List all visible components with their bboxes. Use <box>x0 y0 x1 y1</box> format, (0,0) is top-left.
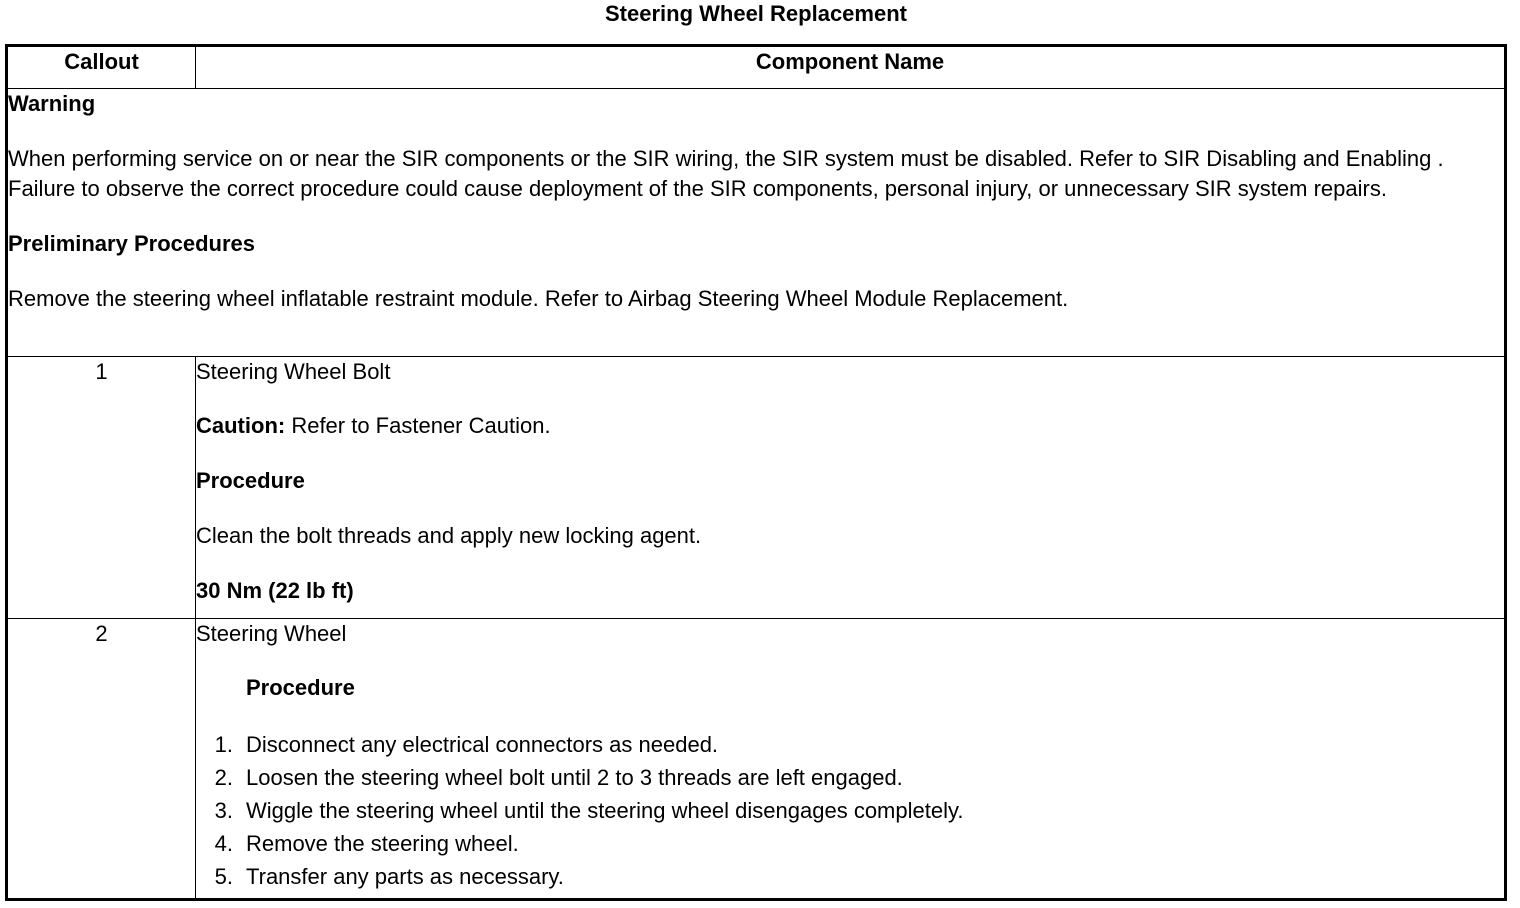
list-item <box>196 827 1504 860</box>
intro-row <box>7 89 1506 357</box>
warning-heading: Warning <box>8 91 96 116</box>
list-item <box>196 794 1504 827</box>
step-text: Loosen the steering wheel bolt until 2 to 3 threads are left engaged. <box>246 765 903 790</box>
preliminary-heading: Preliminary Procedures <box>8 231 256 256</box>
torque-spec: 30 Nm (22 lb ft) <box>196 578 354 603</box>
component-column-header: Component Name <box>196 46 1506 89</box>
step-number: 3. <box>214 798 233 823</box>
step-number: 4. <box>214 831 233 856</box>
step-text: Transfer any parts as necessary. <box>246 864 564 889</box>
step-text: Remove the steering wheel. <box>246 831 519 856</box>
component-cell <box>196 619 1506 900</box>
callout-number: 1 <box>7 357 196 619</box>
warning-text: When performing service on or near the SIR components or the SIR wiring, the SIR system must be disabled. Refer to SIR Disabling and Enabling . Failure to observe the correct procedure could cause deployment of the SIR components, personal injury, or unnecessary SIR system repairs. <box>8 146 1444 201</box>
step-number: 1. <box>214 732 233 757</box>
procedure-table <box>5 44 1507 901</box>
component-cell <box>196 357 1506 619</box>
procedure-steps <box>196 728 1504 893</box>
step-text: Disconnect any electrical connectors as needed. <box>246 732 719 757</box>
step-number: 5. <box>214 864 233 889</box>
component-name: Steering Wheel <box>196 621 347 646</box>
procedure-heading: Procedure <box>246 675 355 700</box>
preliminary-text: Remove the steering wheel inflatable restraint module. Refer to Airbag Steering Wheel Module Replacement. <box>8 286 1069 311</box>
page-title: Steering Wheel Replacement <box>605 1 907 26</box>
table-header-row <box>7 46 1506 89</box>
intro-cell <box>7 89 1506 357</box>
callout-number: 2 <box>7 619 196 900</box>
procedure-heading: Procedure <box>196 468 305 493</box>
list-item <box>196 761 1504 794</box>
callout-column-header: Callout <box>7 46 196 89</box>
caution-label: Caution: <box>196 413 286 438</box>
step-number: 2. <box>214 765 233 790</box>
table-row <box>7 357 1506 619</box>
list-item <box>196 860 1504 893</box>
component-name: Steering Wheel Bolt <box>196 359 391 384</box>
caution-line <box>196 411 1504 441</box>
procedure-text: Clean the bolt threads and apply new locking agent. <box>196 523 702 548</box>
step-text: Wiggle the steering wheel until the steering wheel disengages completely. <box>246 798 964 823</box>
list-item <box>196 728 1504 761</box>
table-row <box>7 619 1506 900</box>
caution-text: Refer to Fastener Caution. <box>285 413 551 438</box>
